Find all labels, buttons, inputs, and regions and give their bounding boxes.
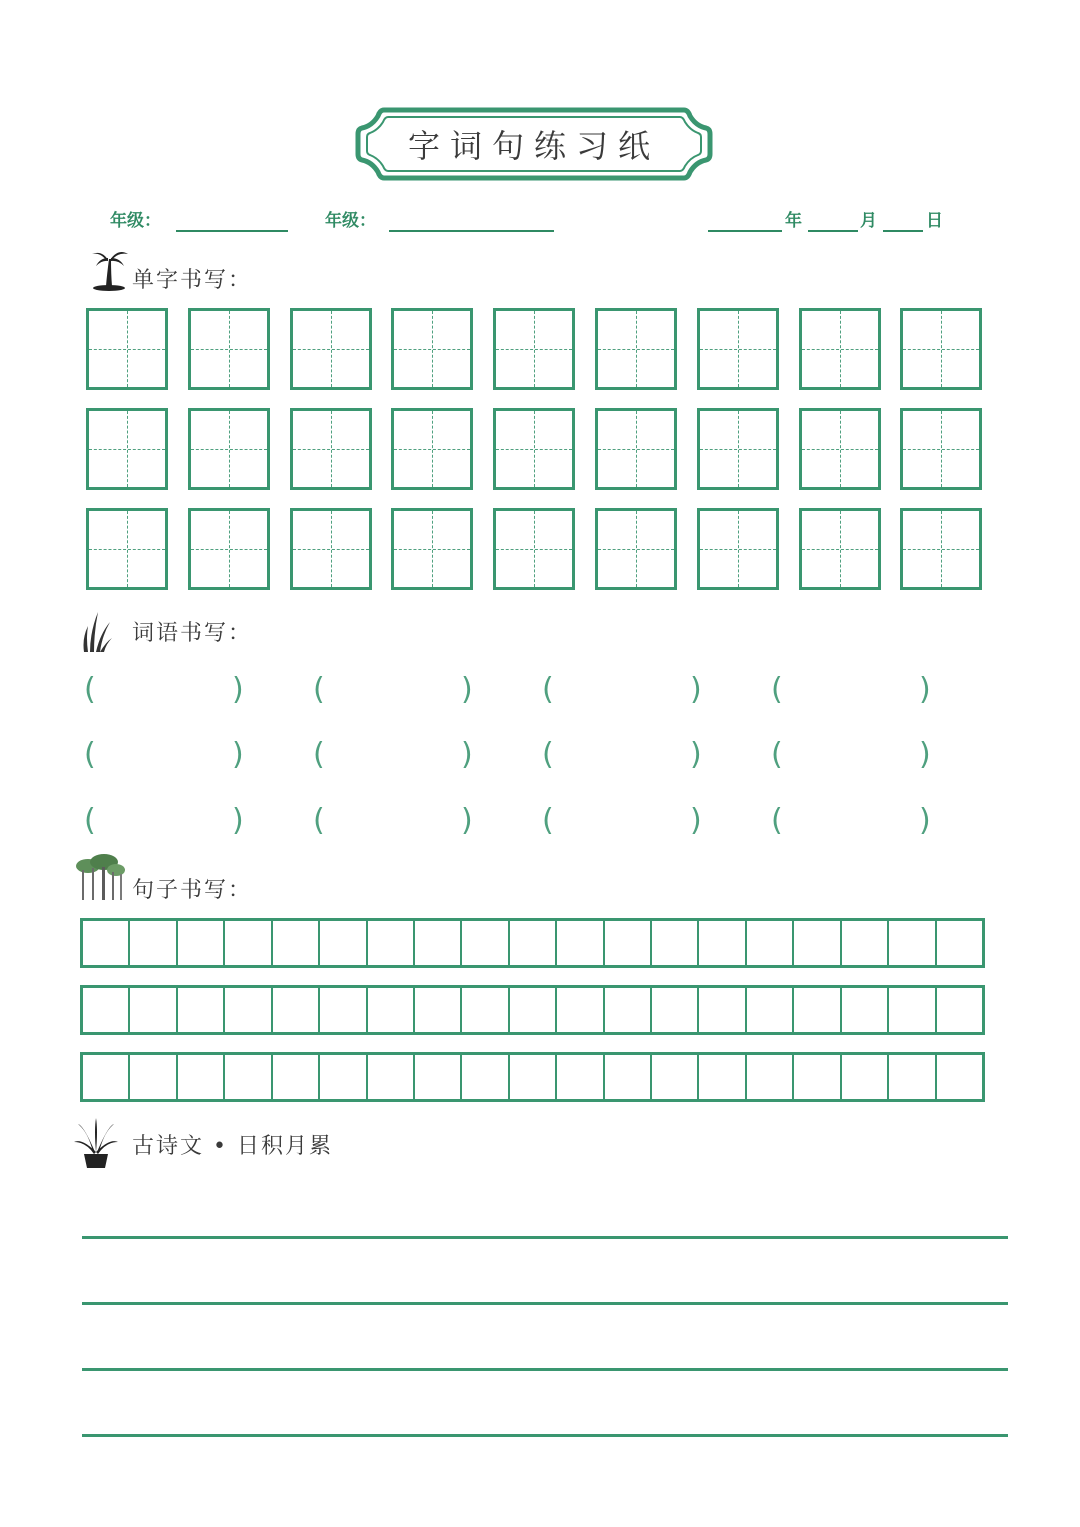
- sentence-cell[interactable]: [83, 988, 130, 1032]
- sentence-cell[interactable]: [130, 988, 177, 1032]
- poem-writing-line[interactable]: [82, 1236, 1008, 1239]
- sentence-cell[interactable]: [415, 988, 462, 1032]
- month-label: 月: [860, 211, 877, 231]
- word-bracket-open: (: [313, 803, 325, 838]
- sentence-cell[interactable]: [747, 988, 794, 1032]
- sentence-cell[interactable]: [320, 1055, 367, 1099]
- word-bracket-close: ): [690, 737, 702, 772]
- grade-label-2: 年级：: [325, 211, 376, 231]
- char-box[interactable]: [188, 508, 270, 590]
- word-bracket-open: (: [84, 672, 96, 707]
- char-box[interactable]: [595, 308, 677, 390]
- word-bracket-open: (: [542, 672, 554, 707]
- sentence-cell[interactable]: [273, 988, 320, 1032]
- sentence-cell[interactable]: [510, 1055, 557, 1099]
- sentence-cell[interactable]: [889, 921, 936, 965]
- sentence-cell[interactable]: [368, 921, 415, 965]
- potted-plant-icon: [72, 1116, 120, 1170]
- word-bracket-close: ): [461, 672, 473, 707]
- sentence-cell[interactable]: [320, 921, 367, 965]
- sentence-cell[interactable]: [889, 988, 936, 1032]
- word-bracket-open: (: [771, 803, 783, 838]
- word-bracket-close: ): [690, 803, 702, 838]
- word-bracket-open: (: [771, 737, 783, 772]
- sentence-cell[interactable]: [937, 1055, 982, 1099]
- grass-icon: [80, 608, 114, 654]
- word-bracket-open: (: [542, 803, 554, 838]
- sentence-row: [80, 1052, 985, 1102]
- sentence-cell[interactable]: [462, 1055, 509, 1099]
- sentence-cell[interactable]: [842, 988, 889, 1032]
- palm-tree-icon: [90, 246, 130, 292]
- sentence-cell[interactable]: [557, 1055, 604, 1099]
- sentence-cell[interactable]: [652, 1055, 699, 1099]
- sentence-cell[interactable]: [794, 1055, 841, 1099]
- char-box[interactable]: [697, 308, 779, 390]
- char-box[interactable]: [86, 408, 168, 490]
- char-box[interactable]: [493, 308, 575, 390]
- day-label: 日: [926, 211, 943, 231]
- poem-writing-line[interactable]: [82, 1368, 1008, 1371]
- sentence-cell[interactable]: [605, 988, 652, 1032]
- sentence-cell[interactable]: [178, 921, 225, 965]
- sentence-cell[interactable]: [178, 988, 225, 1032]
- char-box[interactable]: [188, 408, 270, 490]
- char-box[interactable]: [188, 308, 270, 390]
- trees-icon: [74, 852, 126, 902]
- sentence-cell[interactable]: [557, 988, 604, 1032]
- sentence-cell[interactable]: [557, 921, 604, 965]
- page-title: 字词句练习纸: [407, 127, 660, 165]
- char-box[interactable]: [799, 308, 881, 390]
- char-box[interactable]: [86, 308, 168, 390]
- sentence-cell[interactable]: [652, 921, 699, 965]
- word-bracket-open: (: [313, 737, 325, 772]
- sentence-cell[interactable]: [178, 1055, 225, 1099]
- poem-heading: 古诗文 • 日积月累: [132, 1134, 333, 1159]
- sentence-cell[interactable]: [462, 988, 509, 1032]
- poem-writing-line[interactable]: [82, 1302, 1008, 1305]
- sentence-cell[interactable]: [605, 921, 652, 965]
- sentence-cell[interactable]: [510, 921, 557, 965]
- char-box[interactable]: [290, 308, 372, 390]
- single-char-heading: 单字书写：: [132, 268, 253, 293]
- word-bracket-close: ): [690, 672, 702, 707]
- char-box[interactable]: [900, 308, 982, 390]
- char-box[interactable]: [799, 408, 881, 490]
- word-bracket-open: (: [84, 803, 96, 838]
- sentence-cell[interactable]: [273, 921, 320, 965]
- sentence-cell[interactable]: [130, 921, 177, 965]
- word-bracket-close: ): [919, 672, 931, 707]
- sentence-cell[interactable]: [320, 988, 367, 1032]
- sentence-cell[interactable]: [889, 1055, 936, 1099]
- sentence-cell[interactable]: [225, 921, 272, 965]
- word-bracket-open: (: [313, 672, 325, 707]
- sentence-heading: 句子书写：: [132, 878, 253, 903]
- sentence-cell[interactable]: [368, 1055, 415, 1099]
- year-field[interactable]: [708, 230, 782, 232]
- sentence-cell[interactable]: [699, 1055, 746, 1099]
- sentence-row: [80, 985, 985, 1035]
- char-box[interactable]: [493, 508, 575, 590]
- sentence-cell[interactable]: [842, 1055, 889, 1099]
- word-bracket-close: ): [461, 803, 473, 838]
- sentence-cell[interactable]: [747, 1055, 794, 1099]
- sentence-cell[interactable]: [794, 921, 841, 965]
- sentence-cell[interactable]: [462, 921, 509, 965]
- word-bracket-open: (: [542, 737, 554, 772]
- sentence-cell[interactable]: [130, 1055, 177, 1099]
- char-box[interactable]: [900, 408, 982, 490]
- char-box[interactable]: [493, 408, 575, 490]
- char-box[interactable]: [290, 408, 372, 490]
- sentence-cell[interactable]: [842, 921, 889, 965]
- word-bracket-close: ): [232, 803, 244, 838]
- words-heading: 词语书写：: [132, 621, 253, 646]
- char-box[interactable]: [697, 508, 779, 590]
- char-box[interactable]: [391, 508, 473, 590]
- char-box[interactable]: [290, 508, 372, 590]
- word-bracket-open: (: [771, 672, 783, 707]
- sentence-cell[interactable]: [937, 988, 982, 1032]
- year-label: 年: [785, 211, 802, 231]
- sentence-cell[interactable]: [747, 921, 794, 965]
- poem-writing-line[interactable]: [82, 1434, 1008, 1437]
- char-box[interactable]: [595, 508, 677, 590]
- sentence-cell[interactable]: [225, 1055, 272, 1099]
- word-bracket-close: ): [461, 737, 473, 772]
- sentence-cell[interactable]: [83, 1055, 130, 1099]
- word-bracket-close: ): [232, 737, 244, 772]
- sentence-cell[interactable]: [368, 988, 415, 1032]
- month-field[interactable]: [808, 230, 858, 232]
- sentence-cell[interactable]: [83, 921, 130, 965]
- sentence-cell[interactable]: [699, 921, 746, 965]
- sentence-cell[interactable]: [415, 921, 462, 965]
- sentence-cell[interactable]: [794, 988, 841, 1032]
- sentence-cell[interactable]: [415, 1055, 462, 1099]
- sentence-cell[interactable]: [652, 988, 699, 1032]
- word-bracket-close: ): [919, 737, 931, 772]
- grade-field-2[interactable]: [389, 230, 554, 232]
- sentence-cell[interactable]: [605, 1055, 652, 1099]
- char-box[interactable]: [391, 308, 473, 390]
- day-field[interactable]: [883, 230, 923, 232]
- sentence-row: [80, 918, 985, 968]
- char-box[interactable]: [391, 408, 473, 490]
- char-box[interactable]: [595, 408, 677, 490]
- sentence-cell[interactable]: [273, 1055, 320, 1099]
- sentence-cell[interactable]: [699, 988, 746, 1032]
- word-bracket-close: ): [919, 803, 931, 838]
- sentence-cell[interactable]: [225, 988, 272, 1032]
- char-box[interactable]: [697, 408, 779, 490]
- char-box[interactable]: [799, 508, 881, 590]
- sentence-cell[interactable]: [510, 988, 557, 1032]
- grade-field-1[interactable]: [176, 230, 288, 232]
- sentence-cell[interactable]: [937, 921, 982, 965]
- grade-label-1: 年级：: [110, 211, 161, 231]
- word-bracket-close: ): [232, 672, 244, 707]
- word-bracket-open: (: [84, 737, 96, 772]
- char-box[interactable]: [86, 508, 168, 590]
- char-box[interactable]: [900, 508, 982, 590]
